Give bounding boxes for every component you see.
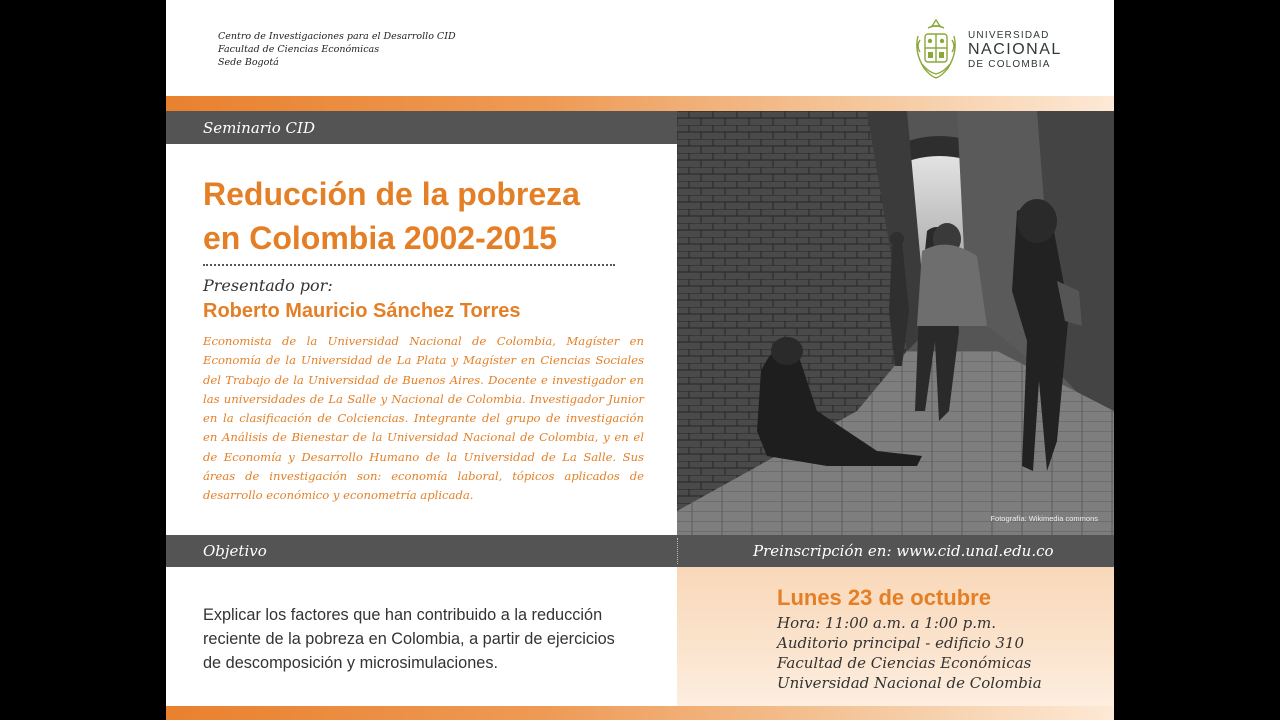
seminar-title	[203, 172, 580, 260]
speaker-bio: Economista de la Universidad Nacional de Colombia, Magíster en Economía de la Universidad de La Plata y Magíster en Ciencias Sociales del Trabajo de la Universidad de Buenos Aires. Docente e investigador en las universidades de La Salle y Nacional de Colombia. Investigador Junior en la clasificación de Colciencias. Integrante del grupo de investigación en Análisis de Bienestar de la Universidad Nacional de Colombia, y en el de Economía y Desarrollo Humano de la Universidad de La Salle. Sus áreas de investigación son: economía laboral, tópicos aplicados de desarrollo económico y econometría aplicada.	[203, 334, 644, 503]
street-scene-image	[677, 111, 1114, 535]
logo-line3: DE COLOMBIA	[968, 59, 1051, 70]
logo-line1: UNIVERSIDAD	[968, 30, 1050, 41]
seminar-poster	[166, 0, 1114, 720]
institution-line: Sede Bogotá	[218, 57, 279, 68]
institution-info	[218, 30, 456, 69]
university-seal-icon	[910, 16, 962, 82]
title-line: en Colombia 2002-2015	[203, 220, 557, 256]
institution-line: Centro de Investigaciones para el Desarrollo CID	[218, 31, 456, 42]
objective-bar	[166, 535, 677, 567]
presented-by-label: Presentado por:	[203, 276, 333, 295]
top-orange-band	[166, 96, 1114, 111]
logo-line2: NACIONAL	[968, 41, 1062, 58]
objective-text: Explicar los factores que han contribuido a la reducción reciente de la pobreza en Colombia, a partir de ejercicios de descomposición y microsimulaciones.	[203, 606, 615, 672]
preregistration-bar	[677, 535, 1114, 567]
street-photo	[677, 111, 1114, 535]
title-line: Reducción de la pobreza	[203, 176, 580, 212]
speaker-name: Roberto Mauricio Sánchez Torres	[203, 300, 521, 322]
event-faculty: Facultad de Ciencias Económicas	[777, 654, 1032, 672]
event-details	[777, 613, 1042, 693]
event-time: Hora: 11:00 a.m. a 1:00 p.m.	[777, 614, 997, 632]
institution-line: Facultad de Ciencias Económicas	[218, 44, 380, 55]
seminar-bar	[166, 111, 677, 144]
event-university: Universidad Nacional de Colombia	[777, 674, 1042, 692]
dotted-divider	[203, 264, 615, 266]
event-date: Lunes 23 de octubre	[777, 585, 991, 610]
bottom-orange-band	[166, 706, 1114, 720]
preregistration-link[interactable]: Preinscripción en: www.cid.unal.edu.co	[753, 542, 1054, 560]
objective-label: Objetivo	[203, 542, 267, 560]
event-venue: Auditorio principal - edificio 310	[777, 634, 1025, 652]
seminar-label: Seminario CID	[203, 119, 315, 137]
university-name	[968, 30, 1062, 70]
event-info-panel	[677, 567, 1114, 706]
bar-divider	[677, 538, 678, 564]
university-logo	[910, 16, 1110, 82]
photo-credit: Fotografía: Wikimedia commons	[990, 514, 1098, 523]
